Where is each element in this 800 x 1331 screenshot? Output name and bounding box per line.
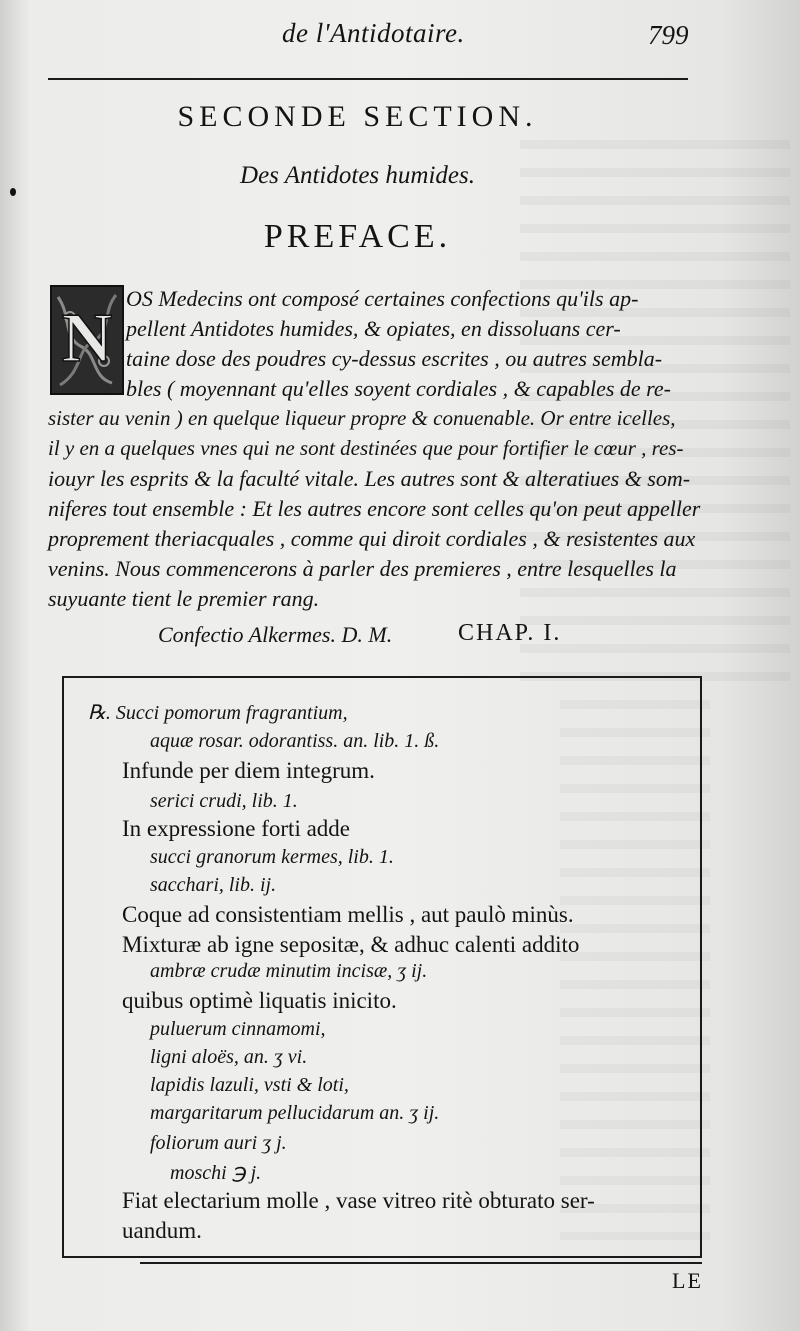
recipe-line: moschi ℈ j.: [170, 1162, 262, 1184]
svg-text:N: N: [61, 300, 113, 377]
paragraph-line: il y en a quelques vnes qui ne sont destinées que pour fortifier le cœur , res-: [48, 436, 684, 460]
chapter-label: CHAP. I.: [458, 620, 562, 646]
paragraph-line: bles ( moyennant qu'elles soyent cordiales , & capables de re-: [126, 376, 671, 401]
recipe-line: foliorum auri ʒ j.: [150, 1132, 287, 1154]
paragraph-line: suyuante tient le premier rang.: [48, 586, 320, 611]
recipe-line: serici crudi, lib. 1.: [150, 790, 298, 812]
paragraph-line: pellent Antidotes humides, & opiates, en dissoluans cer-: [126, 316, 621, 341]
recipe-line: uandum.: [122, 1218, 202, 1243]
page-number: 799: [648, 20, 689, 50]
paragraph-line: iouyr les esprits & la faculté vitale. Les autres sont & alteratiues & som-: [48, 466, 691, 491]
recipe-line: Fiat electarium molle , vase vitreo ritè obturato ser-: [122, 1188, 595, 1213]
recipe-line: puluerum cinnamomi,: [150, 1018, 326, 1040]
paragraph-line: sister au venin ) en quelque liqueur propre & conuenable. Or entre icelles,: [48, 406, 676, 430]
chapter-heading: Confectio Alkermes. D. M.: [158, 622, 393, 647]
section-subtitle: Des Antidotes humides.: [240, 162, 475, 189]
recipe-line: Infunde per diem integrum.: [122, 758, 375, 783]
recipe-line: succi granorum kermes, lib. 1.: [150, 846, 394, 868]
recipe-line: Mixturæ ab igne sepositæ, & adhuc calenti addito: [122, 932, 580, 957]
recipe-line: sacchari, lib. ij.: [150, 874, 277, 896]
recipe-line: Coque ad consistentiam mellis , aut paulò minùs.: [122, 902, 574, 927]
paragraph-line: niferes tout ensemble : Et les autres encore sont celles qu'on peut appeller: [48, 496, 701, 521]
paragraph-line: taine dose des poudres cy-dessus escrites , ou autres sembla-: [126, 346, 663, 371]
decorated-initial: [50, 285, 124, 395]
running-head: de l'Antidotaire.: [282, 18, 465, 48]
header-rule: [48, 78, 688, 80]
recipe-line: aquæ rosar. odorantiss. an. lib. 1. ß.: [150, 730, 440, 752]
footer-rule: [140, 1262, 702, 1264]
recipe-line: In expressione forti adde: [122, 816, 351, 841]
recipe-line: quibus optimè liquatis inicito.: [122, 988, 397, 1013]
recipe-line: lapidis lazuli, vsti & loti,: [150, 1074, 349, 1096]
section-title: SECONDE SECTION.: [177, 100, 538, 133]
catchword: LE: [672, 1268, 703, 1293]
recipe-line: margaritarum pellucidarum an. ʒ ij.: [150, 1102, 440, 1124]
recipe-line: ambræ crudæ minutim incisæ, ʒ ij.: [150, 960, 428, 982]
paragraph-line: OS Medecins ont composé certaines confections qu'ils ap-: [126, 286, 639, 311]
recipe-line: ligni aloës, an. ʒ vi.: [150, 1046, 308, 1068]
paragraph-line: venins. Nous commencerons à parler des premieres , entre lesquelles la: [48, 556, 677, 581]
decorated-initial-ornament-icon: [52, 287, 122, 393]
recipe-line: ℞. Succi pomorum fragrantium,: [88, 702, 348, 724]
paragraph-line: proprement theriacquales , comme qui diroit cordiales , & resistentes aux: [48, 526, 696, 551]
preface-title: PREFACE.: [263, 218, 452, 255]
